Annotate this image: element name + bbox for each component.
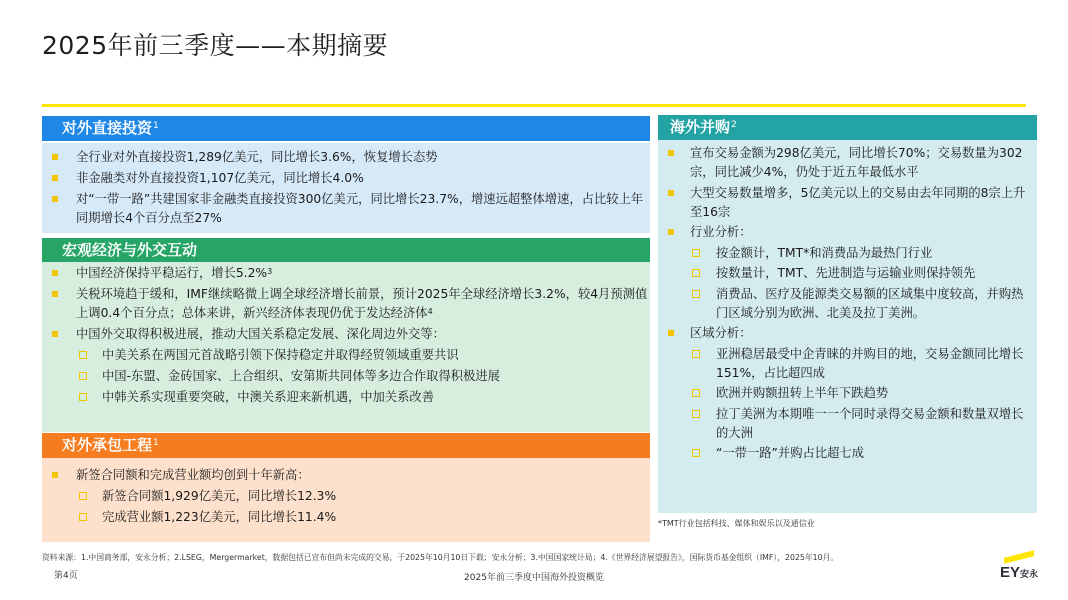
fdi-item xyxy=(42,169,650,188)
ma-region-label-text: 区域分析： xyxy=(690,326,752,340)
macro-item-text: 中国外交取得积极进展，推动大国关系稳定发展、深化周边外交等： xyxy=(76,327,445,341)
macro-item xyxy=(42,325,650,344)
ma-region-item xyxy=(658,345,1037,383)
ma-region-item xyxy=(658,384,1037,403)
hollow-square-bullet-icon xyxy=(79,372,87,380)
square-bullet-icon xyxy=(668,190,674,196)
ma-region-label xyxy=(658,324,1037,343)
macro-heading: 宏观经济与外交互动 xyxy=(42,238,650,263)
ma-industry-item xyxy=(658,285,1037,323)
ma-heading-ref: 2 xyxy=(731,120,737,130)
macro-sub-item xyxy=(42,367,650,386)
square-bullet-icon xyxy=(668,330,674,336)
ma-industry-item xyxy=(658,264,1037,283)
macro-sub-item-text: 中美关系在两国元首战略引领下保持稳定并取得经贸领域重要共识 xyxy=(102,348,459,362)
square-bullet-icon xyxy=(52,270,58,276)
ey-logo-beam-icon xyxy=(1004,550,1034,563)
ma-heading xyxy=(658,115,1037,140)
ma-item-text: 大型交易数量增多，5亿美元以上的交易由去年同期的8宗上升至16宗 xyxy=(690,185,1026,219)
macro-item-ref: 3 xyxy=(267,267,273,276)
ma-panel xyxy=(658,140,1037,513)
ma-item xyxy=(658,144,1037,182)
square-bullet-icon xyxy=(52,175,58,181)
ey-logo-cn: 安永 xyxy=(1020,570,1039,580)
fdi-heading-ref: 1 xyxy=(153,121,159,131)
fdi-item xyxy=(42,190,650,228)
ma-region-item xyxy=(658,444,1037,463)
hollow-square-bullet-icon xyxy=(79,351,87,359)
macro-sub-item xyxy=(42,346,650,365)
hollow-square-bullet-icon xyxy=(692,269,700,277)
hollow-square-bullet-icon xyxy=(692,290,700,298)
contract-heading-text: 对外承包工程 xyxy=(62,436,153,454)
macro-item xyxy=(42,285,650,323)
ma-region-item-text: “一带一路”并购占比超七成 xyxy=(716,446,865,460)
ma-industry-item-text: 按金额计，TMT*和消费品为最热门行业 xyxy=(716,245,933,260)
macro-sub-item xyxy=(42,388,650,407)
fdi-item-text: 非金融类对外直接投资1,107亿美元，同比增长4.0% xyxy=(76,171,364,185)
ma-item-text: 宣布交易金额为298亿美元，同比增长70%；交易数量为302宗，同比减少4%，仍处于近五年最低水平 xyxy=(690,146,1023,179)
hollow-square-bullet-icon xyxy=(692,410,700,418)
macro-sub-item-text: 中国-东盟、金砖国家、上合组织、安第斯共同体等多边合作取得积极进展 xyxy=(102,369,500,383)
square-bullet-icon xyxy=(52,154,58,160)
hollow-square-bullet-icon xyxy=(79,492,87,500)
ma-region-item xyxy=(658,405,1037,443)
tmt-footnote: *TMT行业包括科技、媒体和娱乐以及通信业 xyxy=(658,519,815,528)
hollow-square-bullet-icon xyxy=(692,350,700,358)
contract-sub-item-text: 完成营业额1,223亿美元，同比增长11.4% xyxy=(102,510,337,524)
hollow-square-bullet-icon xyxy=(692,389,700,397)
contract-item-text: 新签合同额和完成营业额均创到十年新高： xyxy=(76,468,310,482)
macro-item-text: 中国经济保持平稳运行，增长5.2% xyxy=(76,266,268,280)
ma-region-item-text: 亚洲稳居最受中企青睐的并购目的地，交易金额同比增长151%，占比超四成 xyxy=(716,346,1024,380)
title-divider xyxy=(42,104,1026,107)
macro-item-text: 关税环境趋于缓和，IMF继续略微上调全球经济增长前景，预计2025年全球经济增长3.2%，较4月预测值上调0.4个百分点；总体来讲，新兴经济体表现仍优于发达经济体 xyxy=(76,287,648,320)
ma-industry-label xyxy=(658,223,1037,242)
square-bullet-icon xyxy=(52,196,58,202)
contract-panel xyxy=(42,458,650,542)
square-bullet-icon xyxy=(668,150,674,156)
fdi-item-text: 对“一带一路”共建国家非金融类直接投资300亿美元，同比增长23.7%，增速远超整体增速，占比较上年同期增长4个百分点至27% xyxy=(76,192,644,225)
square-bullet-icon xyxy=(52,331,58,337)
ma-industry-item-text: 按数量计，TMT、先进制造与运输业则保持领先 xyxy=(716,266,976,280)
ma-industry-item xyxy=(658,244,1037,263)
fdi-heading xyxy=(42,116,650,141)
ma-region-item-text: 拉丁美洲为本期唯一一个同时录得交易金额和数量双增长的大洲 xyxy=(716,406,1024,440)
document-title: 2025年前三季度中国海外投资概览 xyxy=(464,573,604,583)
contract-heading-ref: 1 xyxy=(153,438,159,448)
fdi-heading-text: 对外直接投资 xyxy=(62,119,153,137)
macro-sub-item-text: 中韩关系实现重要突破，中澳关系迎来新机遇，中加关系改善 xyxy=(102,390,435,404)
ma-industry-item-text: 消费品、医疗及能源类交易额的区域集中度较高，并购热门区域分别为欧洲、北美及拉丁美洲。 xyxy=(716,286,1024,320)
square-bullet-icon xyxy=(52,291,58,297)
ma-industry-label-text: 行业分析： xyxy=(690,225,752,239)
macro-item-ref: 4 xyxy=(427,307,433,316)
source-note: 资料来源：1.中国商务部，安永分析；2.LSEG，Mergermarket，数据包括已宣布但尚未完成的交易，于2025年10月10日下载；安永分析；3.中国国家统计局；4.《世界经济展望报告》，国际货币基金组织（IMF），2025年10月。 xyxy=(42,553,839,562)
page-title: 2025年前三季度——本期摘要 xyxy=(42,31,389,60)
page-number: 第4页 xyxy=(54,571,78,581)
fdi-panel xyxy=(42,143,650,233)
contract-item xyxy=(42,466,650,485)
ma-heading-text: 海外并购 xyxy=(670,118,731,136)
ma-item xyxy=(658,184,1037,222)
contract-sub-item xyxy=(42,508,650,527)
macro-item xyxy=(42,264,650,283)
fdi-item-text: 全行业对外直接投资1,289亿美元，同比增长3.6%，恢复增长态势 xyxy=(76,150,438,164)
hollow-square-bullet-icon xyxy=(692,449,700,457)
ey-logo xyxy=(998,552,1046,588)
contract-heading xyxy=(42,433,650,458)
contract-sub-item xyxy=(42,487,650,506)
hollow-square-bullet-icon xyxy=(79,393,87,401)
ey-logo-text: EY xyxy=(1000,564,1021,581)
ma-region-item-text: 欧洲并购额扭转上半年下跌趋势 xyxy=(716,386,889,400)
hollow-square-bullet-icon xyxy=(79,513,87,521)
hollow-square-bullet-icon xyxy=(692,249,700,257)
fdi-item xyxy=(42,148,650,167)
macro-panel xyxy=(42,262,650,432)
contract-sub-item-text: 新签合同额1,929亿美元，同比增长12.3% xyxy=(102,489,337,503)
square-bullet-icon xyxy=(668,229,674,235)
square-bullet-icon xyxy=(52,472,58,478)
